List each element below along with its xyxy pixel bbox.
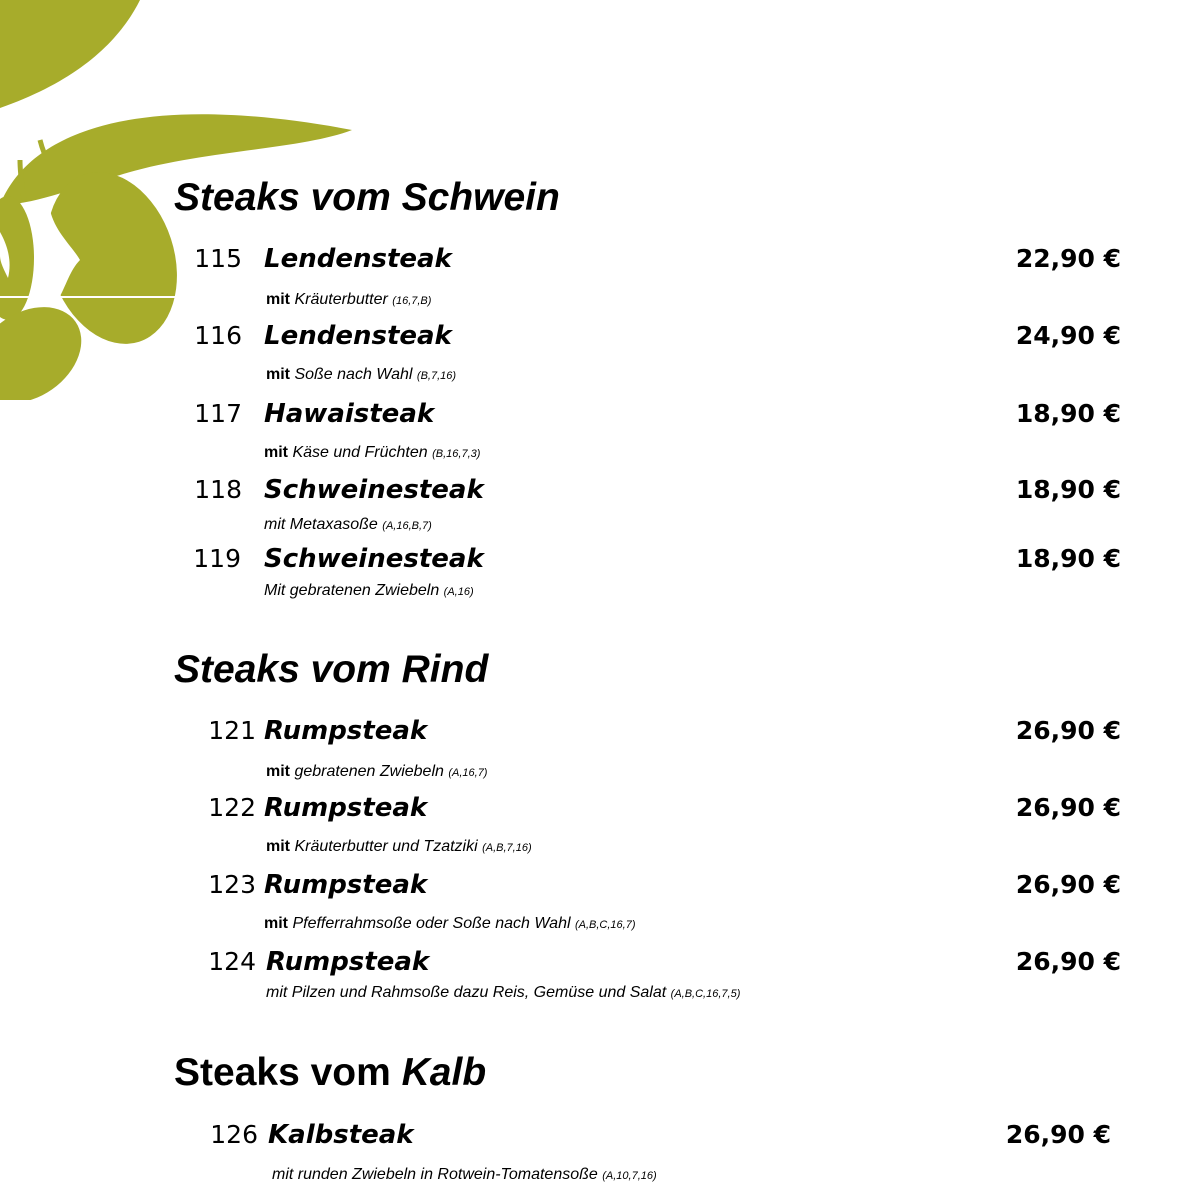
- item-number: 123: [208, 870, 256, 899]
- section-heading-schwein: Steaks vom Schwein: [174, 176, 560, 219]
- menu-item-117: [0, 398, 1200, 478]
- item-price: 26,90 €: [1015, 947, 1121, 976]
- item-description: mit gebratenen Zwiebeln (A,16,7): [266, 763, 488, 780]
- item-price: 18,90 €: [1015, 399, 1121, 428]
- item-price: 18,90 €: [1015, 475, 1121, 504]
- item-number: 126: [210, 1120, 258, 1149]
- item-description: mit Kräuterbutter (16,7,B): [266, 291, 432, 308]
- menu-item-124: [0, 946, 1200, 1026]
- item-name: Rumpsteak: [264, 793, 428, 823]
- item-name: Lendensteak: [264, 321, 452, 351]
- allergen-codes: (A,16): [443, 586, 474, 598]
- menu-item-118: [0, 474, 1200, 554]
- menu-item-122: [0, 792, 1200, 872]
- item-number: 119: [193, 544, 241, 573]
- item-name: Hawaisteak: [264, 399, 435, 429]
- item-description: Mit gebratenen Zwiebeln (A,16): [264, 582, 474, 599]
- menu-item-123: [0, 869, 1200, 949]
- item-number: 116: [194, 321, 242, 350]
- menu-item-119: [0, 543, 1200, 623]
- item-price: 22,90 €: [1015, 244, 1121, 273]
- menu-item-116: [0, 320, 1200, 400]
- section-heading-rind: Steaks vom Rind: [174, 648, 489, 691]
- item-description: mit Soße nach Wahl (B,7,16): [266, 366, 457, 383]
- item-price: 26,90 €: [1015, 716, 1121, 745]
- allergen-codes: (A,B,7,16): [482, 842, 532, 854]
- allergen-codes: (A,16,7): [448, 767, 488, 779]
- item-description: mit Pilzen und Rahmsoße dazu Reis, Gemüse und Salat (A,B,C,16,7,5): [266, 984, 741, 1001]
- allergen-codes: (A,16,B,7): [382, 520, 432, 532]
- item-name: Schweinesteak: [264, 475, 484, 505]
- allergen-codes: (A,B,C,16,7): [574, 919, 636, 931]
- item-price: 26,90 €: [1015, 870, 1121, 899]
- item-number: 118: [194, 475, 242, 504]
- item-description: mit Metaxasoße (A,16,B,7): [264, 516, 432, 533]
- allergen-codes: (A,B,C,16,7,5): [670, 988, 741, 1000]
- item-price: 18,90 €: [1015, 544, 1121, 573]
- allergen-codes: (B,7,16): [416, 370, 457, 382]
- item-price: 24,90 €: [1015, 321, 1121, 350]
- allergen-codes: (B,16,7,3): [432, 448, 481, 460]
- item-name: Rumpsteak: [264, 716, 428, 746]
- item-description: mit runden Zwiebeln in Rotwein-Tomatensoße (A,10,7,16): [272, 1166, 657, 1183]
- menu-item-126: [0, 1119, 1200, 1199]
- item-number: 117: [194, 399, 242, 428]
- item-number: 115: [194, 244, 242, 273]
- item-name: Lendensteak: [264, 244, 452, 274]
- item-name: Rumpsteak: [266, 947, 430, 977]
- item-number: 121: [208, 716, 256, 745]
- menu-item-115: [0, 243, 1200, 323]
- item-number: 124: [208, 947, 256, 976]
- item-name: Schweinesteak: [264, 544, 484, 574]
- item-description: mit Käse und Früchten (B,16,7,3): [264, 444, 481, 461]
- item-price: 26,90 €: [1015, 793, 1121, 822]
- allergen-codes: (16,7,B): [392, 295, 432, 307]
- item-name: Rumpsteak: [264, 870, 428, 900]
- menu-item-121: [0, 715, 1200, 795]
- item-description: mit Pfefferrahmsoße oder Soße nach Wahl (A,B,C,16,7): [264, 915, 636, 932]
- item-description: mit Kräuterbutter und Tzatziki (A,B,7,16): [266, 838, 532, 855]
- item-number: 122: [208, 793, 256, 822]
- item-price: 26,90 €: [1005, 1120, 1111, 1149]
- item-name: Kalbsteak: [268, 1120, 414, 1150]
- allergen-codes: (A,10,7,16): [602, 1170, 657, 1182]
- section-heading-kalb: Steaks vom Kalb: [174, 1051, 487, 1094]
